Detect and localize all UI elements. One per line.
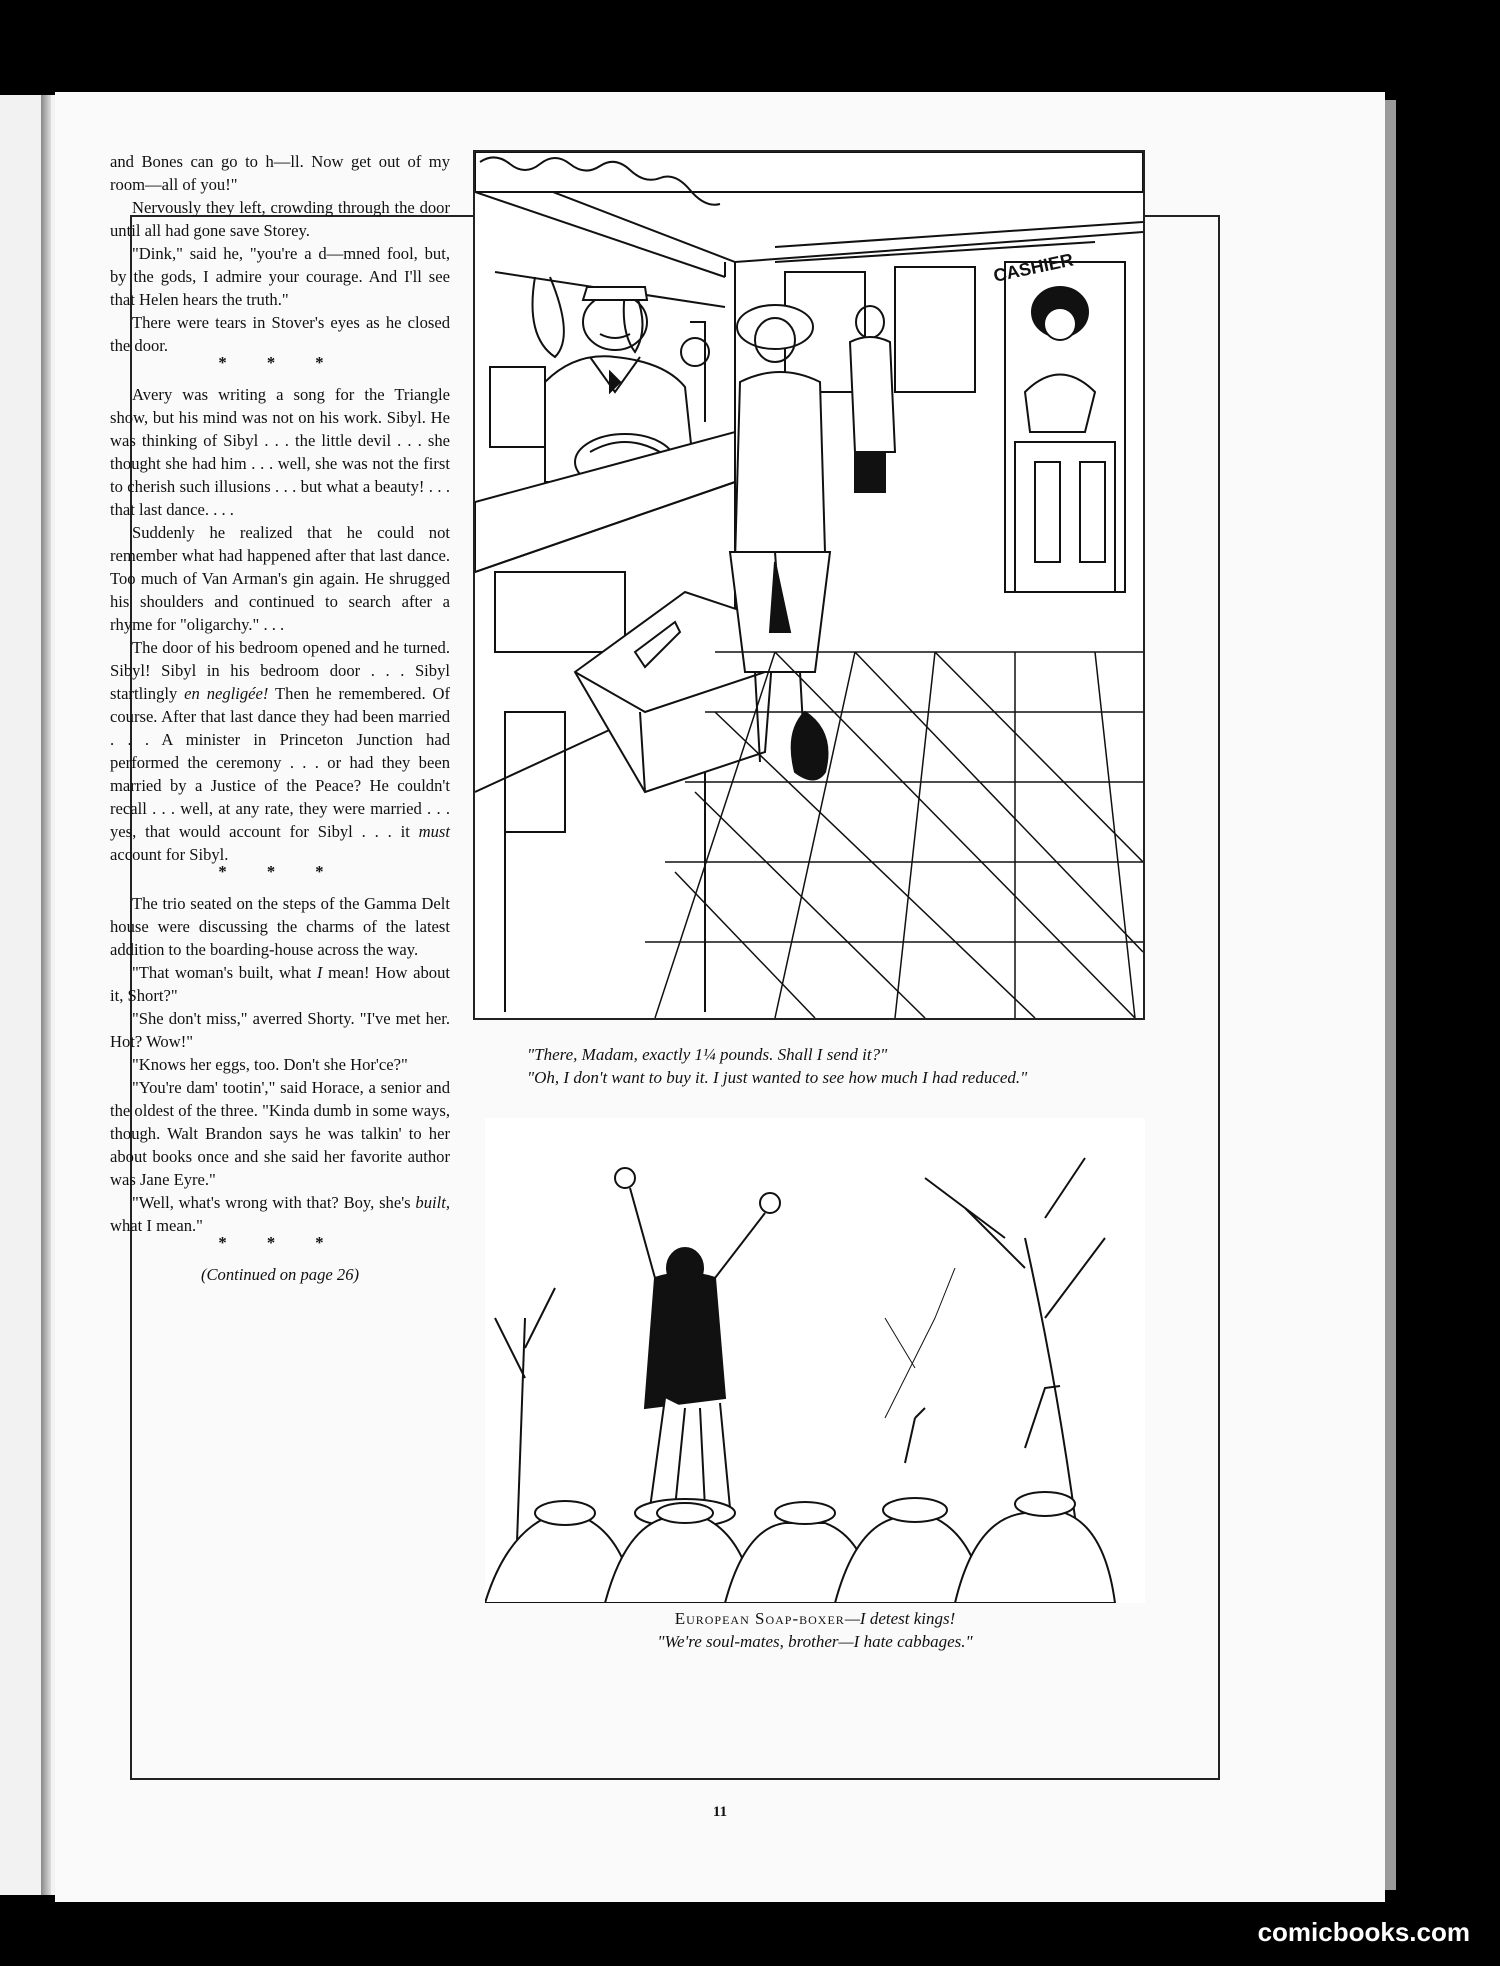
paragraph: "You're dam' tootin'," said Horace, a senior and the oldest of the three. "Kinda dumb in some ways, though. Walt Brandon says he was talkin' to her about books once and she said her favorite author was Jane Eyre." [110,1078,450,1189]
paragraph: Nervously they left, crowding through the door until all had gone save Storey. [110,198,450,240]
continued-note: (Continued on page 26) [200,1265,360,1284]
paragraph: "Knows her eggs, too. Don't she Hor'ce?" [132,1055,408,1074]
butcher-shop-cartoon [473,150,1145,1020]
caption-label: European Soap-boxer [674,1609,845,1628]
paragraph-text: account for Sibyl. [110,845,229,864]
paragraph: There were tears in Stover's eyes as he closed the door. [110,313,450,355]
butcher-shop-illustration [475,152,1143,1018]
paragraph: Suddenly he realized that he could not remember what had happened after that last dance. Too much of Van Arman's gin again. He shrugged his shoulders and continued to search after a rhyme for "oligarchy." . . . [110,523,450,634]
paragraph-text: The door of his bedroom opened and he turned. Sibyl! Sibyl in his bedroom door . . . Sibyl startlingly [110,638,450,703]
soapboxer-illustration [485,1118,1145,1603]
caption-text: "We're soul-mates, brother—I hate cabbages." [657,1632,973,1651]
cashier-sign: CASHIER [991,249,1076,286]
caption-line: "There, Madam, exactly 1¼ pounds. Shall I send it?" [527,1045,888,1064]
paragraph: Avery was writing a song for the Triangle show, but his mind was not on his work. Sibyl. He was thinking of Sibyl . . . the little devil . . . she thought she had him . . . well, she was not the first to cherish such illusions . . . but what a beauty! . . . that last dance. . . . [110,385,450,519]
page-number: 11 [712,1804,728,1820]
caption-line [485,1630,1145,1653]
story-column [110,150,450,1286]
paragraph-text: "Well, what's wrong with that? Boy, she's [132,1193,416,1212]
paragraph-text: "That woman's built, what [132,963,317,982]
italic-word: I [316,963,323,982]
paragraph: and Bones can go to h—ll. Now get out of my room—all of you!" [110,152,450,194]
paragraph: "Dink," said he, "you're a d—mned fool, but, by the gods, I admire your courage. And I'll see that Helen hears the truth." [110,244,450,309]
section-break: * * * [218,862,342,881]
soapboxer-cartoon-caption [485,1607,1145,1653]
paragraph-text: mean! How about it, Short?" [110,963,450,1005]
paragraph [110,961,450,1007]
paragraph [110,1191,450,1237]
italic-word: must [418,822,450,841]
paragraph: "She don't miss," averred Shorty. "I've met her. Hot? Wow!" [110,1009,450,1051]
caption-line [485,1607,1145,1630]
paragraph-text: Then he remembered. Of course. After that last dance they had been married . . . A minister in Princeton Junction had performed the ceremony . . . or had they been married by a Justice of the Peace? He couldn't recall . . . well, at any rate, they were married . . . yes, that would account for Sibyl . . . it [110,684,450,841]
caption-line: "Oh, I don't want to buy it. I just wanted to see how much I had reduced." [527,1068,1028,1087]
section-break: * * * [218,353,342,372]
section-break: * * * [218,1233,342,1252]
paragraph: The trio seated on the steps of the Gamma Delt house were discussing the charms of the latest addition to the boarding-house across the way. [110,894,450,959]
paragraph-text: what I mean." [110,1216,203,1235]
paragraph [110,636,450,866]
italic-phrase: en negligée! [184,684,269,703]
soapboxer-cartoon [485,1118,1145,1603]
site-watermark: comicbooks.com [1257,1917,1470,1947]
italic-word: built, [415,1193,450,1212]
butcher-cartoon-caption [505,1043,1145,1089]
caption-text: —I detest kings! [844,1609,956,1628]
left-page-edge [0,95,58,1895]
